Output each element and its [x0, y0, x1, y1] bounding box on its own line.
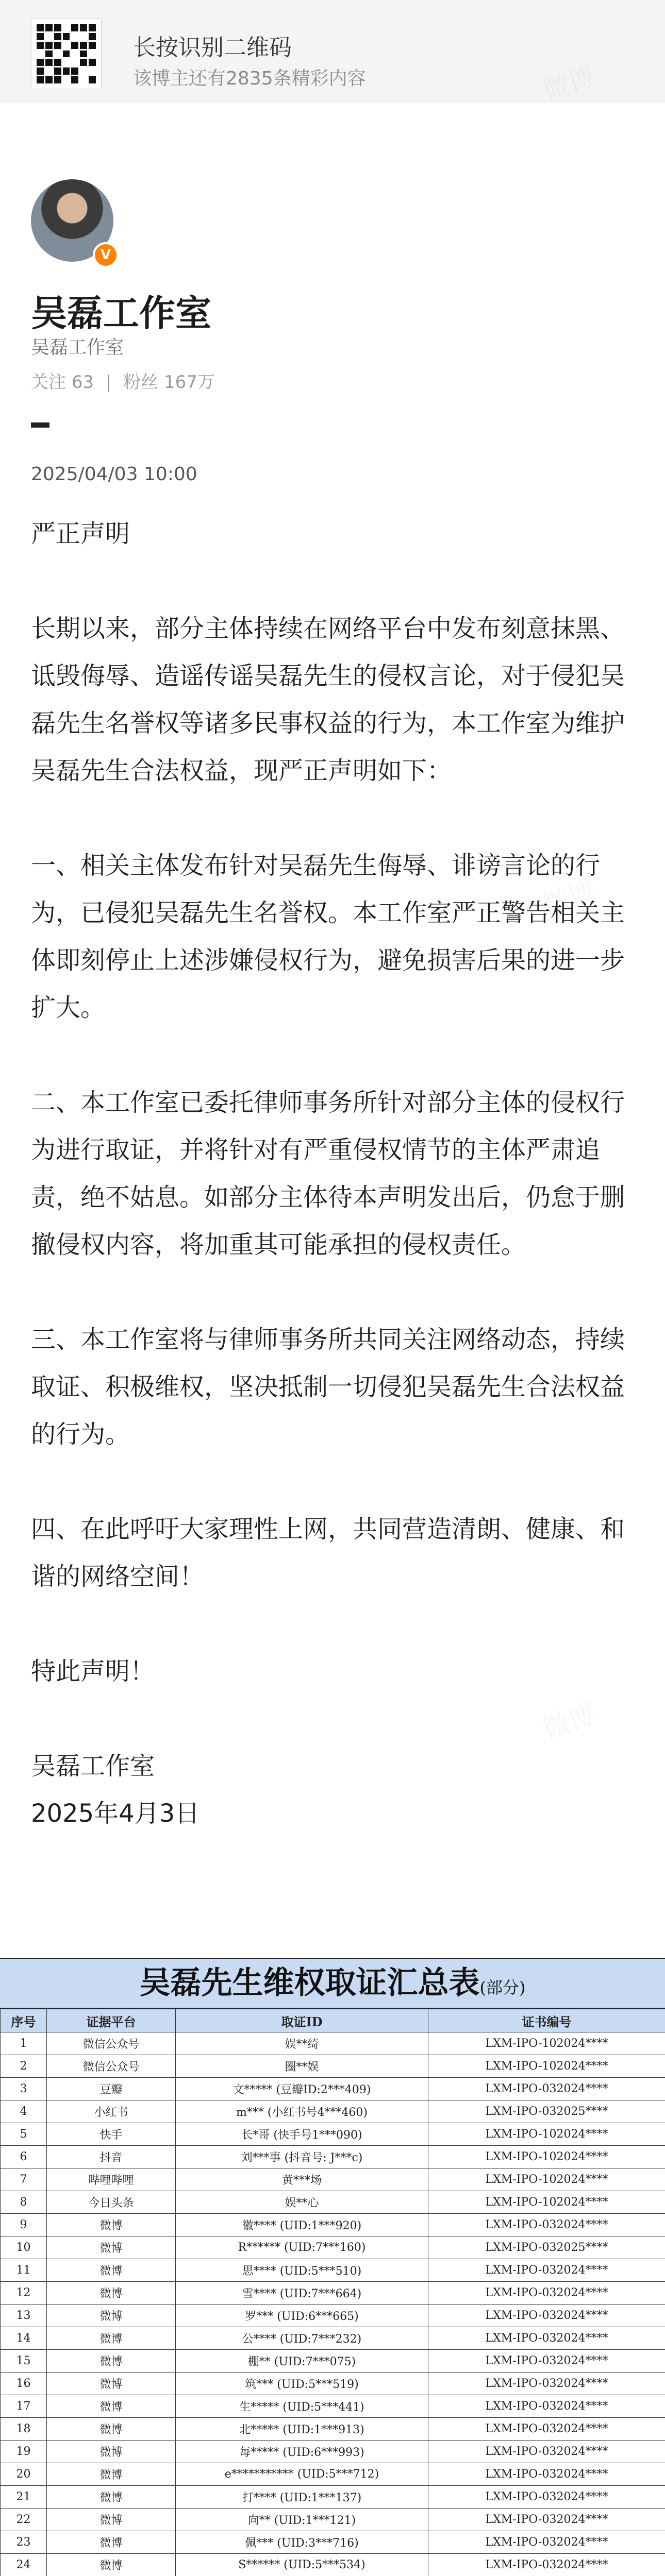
post-heading: 严正声明	[31, 519, 130, 548]
table-cell: LXM-IPO-032024****	[428, 2214, 665, 2236]
banner-subtitle: 该博主还有2835条精彩内容	[133, 68, 366, 89]
table-cell: LXM-IPO-032024****	[428, 2327, 665, 2350]
column-header: 序号	[1, 2009, 47, 2032]
qr-code-icon[interactable]	[31, 19, 102, 89]
table-row	[1, 2304, 665, 2327]
table-row	[1, 2055, 665, 2078]
post-paragraph: 2025年4月3日	[31, 1799, 200, 1828]
table-cell: LXM-IPO-102024****	[428, 2191, 665, 2214]
table-row	[1, 2531, 665, 2554]
post-paragraph: 吴磊工作室	[31, 1752, 155, 1781]
table-cell: 微信公众号	[47, 2032, 176, 2055]
evidence-table-image[interactable]	[0, 1958, 665, 2576]
table-cell: LXM-IPO-032024****	[428, 2463, 665, 2486]
table-cell: LXM-IPO-032024****	[428, 2395, 665, 2418]
table-cell: 筑*** (UID:5***519)	[176, 2372, 428, 2395]
table-cell: LXM-IPO-032024****	[428, 2282, 665, 2304]
table-cell: 北***** (UID:1***913)	[176, 2418, 428, 2441]
table-cell: 2	[1, 2055, 47, 2078]
table-cell: LXM-IPO-032024****	[428, 2486, 665, 2509]
table-header-row	[1, 2009, 665, 2032]
table-cell: 雪**** (UID:7***664)	[176, 2282, 428, 2304]
table-row	[1, 2395, 665, 2418]
paragraph-gap	[31, 557, 634, 605]
table-row	[1, 2282, 665, 2304]
section-divider	[31, 422, 49, 428]
table-cell: 15	[1, 2350, 47, 2372]
table-cell: 20	[1, 2463, 47, 2486]
column-header: 取证ID	[176, 2009, 428, 2032]
table-cell: LXM-IPO-032024****	[428, 2441, 665, 2463]
table-cell: 小红书	[47, 2100, 176, 2123]
table-cell: 19	[1, 2441, 47, 2463]
table-cell: e*********** (UID:5***712)	[176, 2463, 428, 2486]
table-cell: 佩*** (UID:3***716)	[176, 2531, 428, 2554]
table-cell: 微博	[47, 2236, 176, 2259]
profile-name[interactable]: 吴磊工作室	[31, 292, 211, 334]
table-row	[1, 2259, 665, 2282]
table-cell: 微博	[47, 2214, 176, 2236]
table-row	[1, 2146, 665, 2168]
table-cell: 豆瓣	[47, 2078, 176, 2100]
table-cell: 1	[1, 2032, 47, 2055]
table-row	[1, 2463, 665, 2486]
paragraph-gap	[31, 1031, 634, 1079]
table-cell: 微博	[47, 2259, 176, 2282]
table-cell: 8	[1, 2191, 47, 2214]
table-cell: LXM-IPO-032024****	[428, 2554, 665, 2576]
paragraph-gap	[31, 1268, 634, 1316]
table-cell: LXM-IPO-032024****	[428, 2259, 665, 2282]
table-cell: 微博	[47, 2327, 176, 2350]
table-row	[1, 2100, 665, 2123]
table-cell: 生***** (UID:5***441)	[176, 2395, 428, 2418]
table-row	[1, 2486, 665, 2509]
table-cell: 6	[1, 2146, 47, 2168]
evidence-table	[0, 2009, 665, 2576]
paragraph-gap	[31, 1695, 634, 1742]
stats-divider: |	[105, 372, 112, 393]
table-row	[1, 2123, 665, 2146]
table-cell: 21	[1, 2486, 47, 2509]
table-cell: 16	[1, 2372, 47, 2395]
top-banner	[0, 0, 665, 103]
table-cell: 微博	[47, 2554, 176, 2576]
table-cell: 微博	[47, 2304, 176, 2327]
table-cell: 微博	[47, 2418, 176, 2441]
table-cell: 快手	[47, 2123, 176, 2146]
evidence-title-text: 吴磊先生维权取证汇总表	[139, 1965, 480, 2001]
table-cell: LXM-IPO-102024****	[428, 2123, 665, 2146]
table-cell: R****** (UID:7***160)	[176, 2236, 428, 2259]
table-cell: 5	[1, 2123, 47, 2146]
profile-description: 吴磊工作室	[31, 337, 124, 358]
following-label: 关注	[31, 372, 66, 393]
table-row	[1, 2236, 665, 2259]
table-cell: LXM-IPO-102024****	[428, 2146, 665, 2168]
paragraph-gap	[31, 1458, 634, 1505]
table-cell: 3	[1, 2078, 47, 2100]
following-count[interactable]: 63	[71, 372, 94, 393]
paragraph-gap	[31, 794, 634, 842]
table-cell: 微博	[47, 2395, 176, 2418]
table-row	[1, 2168, 665, 2191]
table-row	[1, 2191, 665, 2214]
table-cell: 18	[1, 2418, 47, 2441]
table-cell: 每***** (UID:6***993)	[176, 2441, 428, 2463]
table-cell: 微博	[47, 2486, 176, 2509]
table-cell: LXM-IPO-102024****	[428, 2032, 665, 2055]
table-cell: 24	[1, 2554, 47, 2576]
post-paragraph: 长期以来，部分主体持续在网络平台中发布刻意抹黑、诋毁侮辱、造谣传谣吴磊先生的侵权言论，对于侵犯吴磊先生名誉权等诸多民事权益的行为，本工作室为维护吴磊先生合法权益，现严正声明如下：	[31, 614, 625, 785]
post-body	[31, 510, 634, 1837]
table-row	[1, 2509, 665, 2531]
table-cell: 棚** (UID:7***075)	[176, 2350, 428, 2372]
table-cell: 思**** (UID:5***510)	[176, 2259, 428, 2282]
table-cell: 文***** (豆瓣ID:2***409)	[176, 2078, 428, 2100]
table-cell: LXM-IPO-032025****	[428, 2236, 665, 2259]
table-cell: LXM-IPO-032024****	[428, 2418, 665, 2441]
table-cell: 黄***场	[176, 2168, 428, 2191]
table-cell: 17	[1, 2395, 47, 2418]
table-row	[1, 2214, 665, 2236]
post-paragraph: 二、本工作室已委托律师事务所针对部分主体的侵权行为进行取证，并将针对有严重侵权情节的主体严肃追责，绝不姑息。如部分主体待本声明发出后，仍怠于删撤侵权内容，将加重其可能承担的侵权责任。	[31, 1088, 625, 1259]
table-cell: LXM-IPO-102024****	[428, 2055, 665, 2078]
table-cell: 微博	[47, 2509, 176, 2531]
table-cell: 11	[1, 2259, 47, 2282]
table-cell: 23	[1, 2531, 47, 2554]
table-cell: 公**** (UID:7***232)	[176, 2327, 428, 2350]
table-row	[1, 2418, 665, 2441]
table-row	[1, 2372, 665, 2395]
table-cell: 12	[1, 2282, 47, 2304]
table-cell: 微信公众号	[47, 2055, 176, 2078]
table-cell: 微博	[47, 2441, 176, 2463]
table-cell: 微博	[47, 2350, 176, 2372]
table-cell: 娱**心	[176, 2191, 428, 2214]
table-cell: 微博	[47, 2531, 176, 2554]
verified-badge-icon: V	[93, 242, 119, 268]
post-paragraph: 一、相关主体发布针对吴磊先生侮辱、诽谤言论的行为，已侵犯吴磊先生名誉权。本工作室严正警告相关主体即刻停止上述涉嫌侵权行为，避免损害后果的进一步扩大。	[31, 851, 625, 1022]
table-cell: LXM-IPO-102024****	[428, 2168, 665, 2191]
table-row	[1, 2441, 665, 2463]
column-header: 证书编号	[428, 2009, 665, 2032]
post-paragraph: 特此声明！	[31, 1657, 155, 1686]
table-cell: 微博	[47, 2463, 176, 2486]
table-cell: m*** (小红书号4***460)	[176, 2100, 428, 2123]
table-cell: LXM-IPO-032025****	[428, 2100, 665, 2123]
table-row	[1, 2327, 665, 2350]
evidence-title-suffix: (部分)	[479, 1978, 526, 1997]
table-cell: 今日头条	[47, 2191, 176, 2214]
table-cell: S****** (UID:5***534)	[176, 2554, 428, 2576]
table-cell: 13	[1, 2304, 47, 2327]
post-paragraph: 三、本工作室将与律师事务所共同关注网络动态，持续取证、积极维权，坚决抵制一切侵犯吴磊先生合法权益的行为。	[31, 1325, 625, 1449]
table-cell: LXM-IPO-032024****	[428, 2078, 665, 2100]
table-cell: 刘***事 (抖音号: J***c)	[176, 2146, 428, 2168]
table-row	[1, 2554, 665, 2576]
table-cell: 向** (UID:1***121)	[176, 2509, 428, 2531]
table-cell: 长*哥 (快手号1***090)	[176, 2123, 428, 2146]
table-cell: LXM-IPO-032024****	[428, 2304, 665, 2327]
table-cell: 哔哩哔哩	[47, 2168, 176, 2191]
table-cell: LXM-IPO-032024****	[428, 2531, 665, 2554]
table-cell: 14	[1, 2327, 47, 2350]
paragraph-gap	[31, 1600, 634, 1648]
followers-label: 粉丝	[123, 372, 159, 393]
table-row	[1, 2032, 665, 2055]
post-date: 2025/04/03 10:00	[31, 464, 197, 485]
table-cell: 7	[1, 2168, 47, 2191]
table-cell: 9	[1, 2214, 47, 2236]
table-cell: 微博	[47, 2282, 176, 2304]
table-cell: LXM-IPO-032024****	[428, 2372, 665, 2395]
evidence-table-title	[0, 1959, 665, 2009]
table-cell: 10	[1, 2236, 47, 2259]
post-paragraph: 四、在此呼吁大家理性上网，共同营造清朗、健康、和谐的网络空间！	[31, 1515, 625, 1591]
table-cell: 抖音	[47, 2146, 176, 2168]
table-row	[1, 2350, 665, 2372]
table-cell: 徽**** (UID:1***920)	[176, 2214, 428, 2236]
table-cell: 罗*** (UID:6***665)	[176, 2304, 428, 2327]
table-cell: 微博	[47, 2372, 176, 2395]
table-cell: LXM-IPO-032024****	[428, 2509, 665, 2531]
table-cell: 22	[1, 2509, 47, 2531]
profile-stats	[31, 368, 215, 393]
table-cell: 圈**娱	[176, 2055, 428, 2078]
column-header: 证据平台	[47, 2009, 176, 2032]
table-cell: 4	[1, 2100, 47, 2123]
banner-title: 长按识别二维码	[133, 35, 292, 61]
followers-count[interactable]: 167万	[163, 372, 215, 393]
table-cell: 娱**绮	[176, 2032, 428, 2055]
table-cell: 打**** (UID:1***137)	[176, 2486, 428, 2509]
table-row	[1, 2078, 665, 2100]
table-cell: LXM-IPO-032024****	[428, 2350, 665, 2372]
